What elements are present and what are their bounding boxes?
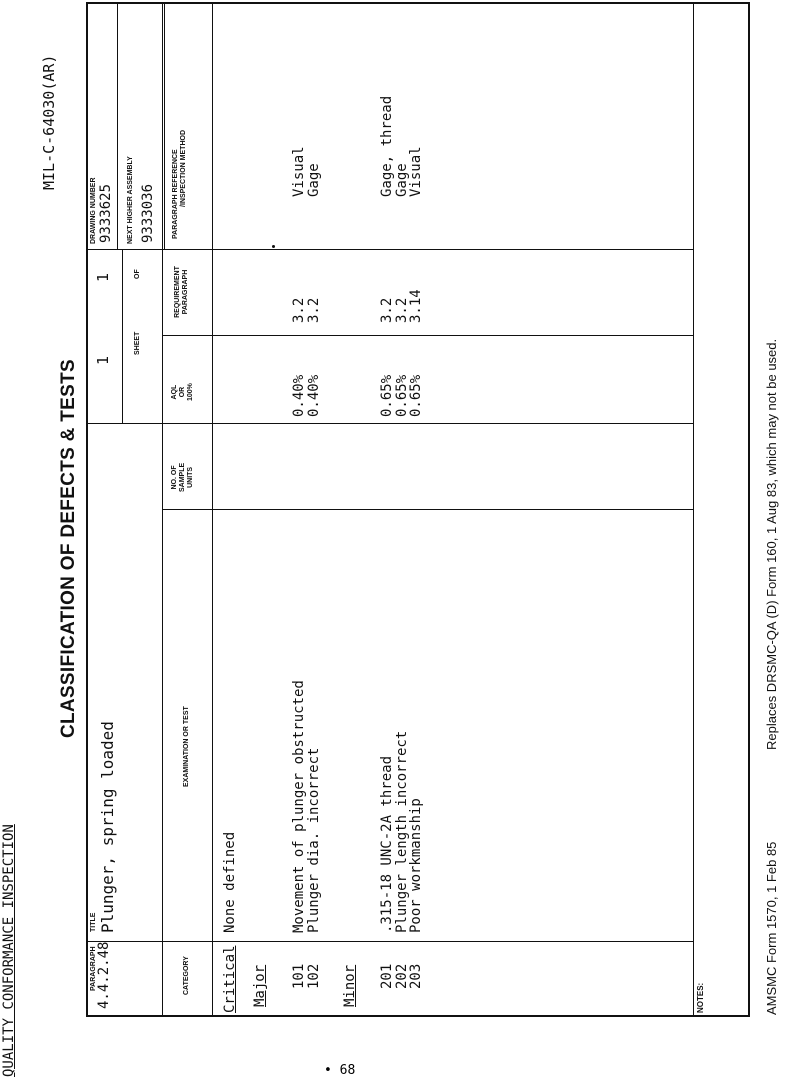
minor-label: Minor [342, 964, 358, 1007]
minor-method-col [380, 96, 424, 197]
value-title: Plunger, spring loaded [98, 721, 117, 933]
critical-text: None defined [222, 831, 238, 933]
major-row-1-req: 3.2 [291, 297, 307, 323]
minor-row-3-exam: Poor workmanship [408, 798, 424, 933]
major-exam-col [292, 680, 321, 933]
label-notes: NOTES: [696, 982, 705, 1013]
footer-form: AMSMC Form 1570, 1 Feb 85 [764, 841, 779, 1015]
label-sheet: SHEET [134, 331, 141, 355]
minor-row-1-req: 3.2 [379, 297, 395, 323]
minor-row-1-aql: 0.65% [379, 374, 395, 417]
label-paragraph: PARAGRAPH [90, 946, 97, 991]
value-sheet: 1 [94, 355, 112, 365]
major-row-1-method: Visual [291, 146, 307, 197]
page-number: 68 [339, 1063, 356, 1078]
minor-row-3-req: 3.14 [408, 289, 424, 323]
minor-row-3-method: Visual [408, 146, 424, 197]
major-row-1-cat: 101 [291, 963, 307, 989]
doc-id: MIL-C-64030(AR) [40, 54, 58, 190]
major-method-col [292, 146, 321, 197]
section-title: QUALITY CONFORMANCE INSPECTION [1, 824, 17, 1077]
critical-label: Critical [222, 945, 238, 1013]
rule-assembly-box [164, 2, 165, 250]
col-sample [86, 423, 693, 424]
major-row-2-method: Gage [305, 163, 322, 197]
label-examination: EXAMINATION OR TEST [183, 706, 190, 787]
col-category [86, 941, 693, 942]
rule-drawing-box [117, 2, 118, 250]
minor-row-3-cat: 203 [408, 963, 424, 989]
form-title: CLASSIFICATION OF DEFECTS & TESTS [58, 359, 79, 738]
label-drawing-number: DRAWING NUMBER [90, 177, 97, 244]
minor-row-1-exam: .315-18 UNC-2A thread [379, 755, 395, 933]
major-req-col [292, 298, 321, 323]
label-sample-units: NO. OF SAMPLE UNITS [171, 462, 194, 492]
major-row-2-req: 3.2 [305, 297, 322, 323]
major-cat-col [292, 964, 321, 989]
major-row-2-aql: 0.40% [305, 374, 322, 417]
label-of: OF [134, 269, 141, 279]
col-aql [162, 335, 693, 336]
major-row-1-exam: Movement of plunger obstructed [291, 680, 307, 933]
major-row-2-exam: Plunger dia. incorrect [305, 747, 322, 933]
label-aql: AQL OR 100% [171, 383, 194, 401]
value-drawing-number: 9333625 [98, 183, 114, 243]
label-requirement-paragraph: REQUIREMENT PARAGRAPH [174, 266, 189, 318]
major-row-2-cat: 102 [305, 963, 322, 989]
rule-sheet-box [122, 249, 123, 424]
value-paragraph: 4.4.2.48 [96, 941, 112, 1009]
minor-cat-col [380, 964, 424, 989]
minor-row-1-cat: 201 [379, 963, 395, 989]
major-label: Major [252, 964, 268, 1007]
label-title: TITLE [90, 912, 97, 932]
label-next-higher-assembly: NEXT HIGHER ASSEMBLY [127, 156, 134, 244]
minor-row-1-method: Gage, thread [379, 95, 395, 197]
major-row-1-aql: 0.40% [291, 374, 307, 417]
col-exam [162, 509, 693, 510]
major-aql-col [292, 375, 321, 417]
label-paragraph-reference: PARAGRAPH REFERENCE /INSPECTION METHOD [172, 129, 187, 239]
page-number-line: • 68 [324, 1063, 356, 1078]
minor-exam-col [380, 731, 424, 933]
stray-dot [272, 245, 275, 248]
rule-notes [693, 2, 694, 1017]
label-category: CATEGORY [183, 956, 190, 995]
minor-row-2-exam: Plunger length incorrect [393, 730, 410, 933]
minor-req-col [380, 289, 424, 323]
minor-aql-col [380, 375, 424, 417]
value-of: 1 [94, 272, 112, 282]
minor-row-2-req: 3.2 [393, 297, 410, 323]
minor-row-2-cat: 202 [393, 963, 410, 989]
minor-row-2-method: Gage [393, 163, 410, 197]
value-next-higher-assembly: 9333036 [140, 183, 156, 243]
minor-row-3-aql: 0.65% [408, 374, 424, 417]
minor-row-2-aql: 0.65% [393, 374, 410, 417]
footer-replaces: Replaces DRSMC-QA (D) Form 160, 1 Aug 83, which may not be used. [764, 338, 779, 750]
